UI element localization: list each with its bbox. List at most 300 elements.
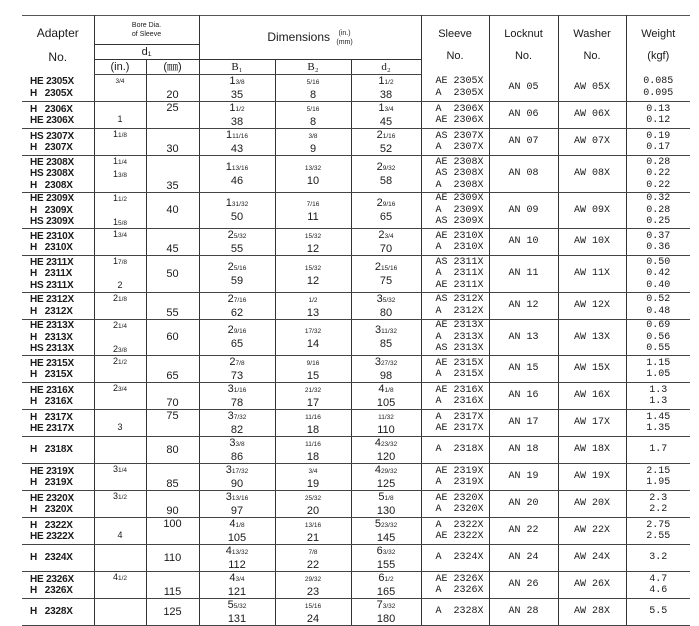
d1-in-cell: [94, 356, 146, 383]
b1-in: 25/32: [227, 229, 247, 241]
adapter-no: H 2326X: [30, 585, 73, 596]
weight-cell: [626, 491, 690, 518]
adapter-no: H 2315X: [30, 369, 73, 380]
b1-mm: 112: [228, 559, 246, 571]
locknut-no-cell: [489, 102, 558, 129]
b1-mm: 46: [230, 174, 244, 187]
b2-mm: 13: [306, 306, 320, 319]
sleeve-no: AE 2305X: [435, 76, 484, 88]
sleeve-no: A 2324X: [435, 552, 484, 564]
d2-in: 63/32: [376, 545, 396, 557]
b2-mm: 18: [306, 451, 320, 463]
weight-value: 0.69: [646, 320, 671, 331]
weight-value: 1.7: [649, 444, 668, 456]
d2-cell: [351, 383, 421, 410]
locknut-no: AN 07: [508, 136, 539, 148]
d1-in-cell: [94, 464, 146, 491]
table-row: [22, 491, 690, 518]
sleeve-no-cell: [421, 75, 489, 102]
d1-mm: 85: [166, 478, 179, 490]
d2-cell: [351, 102, 421, 129]
washer-no-cell: [558, 192, 626, 229]
d2-in: 29/16: [376, 197, 396, 210]
adapter-no: H 2328X: [30, 606, 73, 618]
b2-cell: [275, 491, 351, 518]
b1-cell: [199, 572, 275, 599]
d1-in: [95, 205, 146, 217]
header-weight: [626, 16, 690, 75]
d1-in: 31/4: [112, 464, 128, 474]
b2-mm: 21: [306, 532, 320, 544]
d1-in: [95, 410, 146, 422]
b2-in: 11/16: [305, 441, 321, 448]
d1-mm-cell: [146, 192, 199, 229]
b2-cell: [275, 319, 351, 356]
sleeve-no-cell: [421, 129, 489, 156]
washer-no-cell: [558, 256, 626, 293]
d2-mm: 165: [376, 586, 396, 598]
b1-mm: 97: [230, 505, 244, 517]
b1-in: 27/16: [227, 292, 247, 305]
adapter-no: HE 2319X: [30, 465, 74, 477]
d1-mm-cell: [146, 410, 199, 437]
table-row: [22, 292, 690, 319]
d1-in: 3: [117, 421, 123, 432]
adapter-no: HS 2313X: [30, 343, 74, 354]
d1-mm: 70: [166, 397, 179, 409]
d2-cell: [351, 229, 421, 256]
b1-cell: [199, 518, 275, 545]
b1-mm: 105: [227, 532, 247, 544]
sleeve-no-cell: [421, 102, 489, 129]
b2-in: 7/16: [306, 201, 320, 209]
d1-mm: 100: [163, 518, 182, 530]
locknut-no: AN 26: [508, 579, 539, 591]
d2-mm: 85: [379, 338, 393, 351]
header-row-1: [22, 16, 690, 45]
sleeve-no: AE 2320X: [435, 492, 484, 504]
locknut-no: AN 20: [508, 498, 539, 510]
b2-cell: [275, 156, 351, 193]
sleeve-no: AE 2319X: [435, 465, 484, 477]
header-bore-line1: Bore Dia.: [131, 22, 162, 29]
d2-in: 35/32: [376, 292, 396, 305]
b1-cell: [199, 192, 275, 229]
d2-in: 327/32: [374, 356, 398, 368]
b1-cell: [199, 410, 275, 437]
d1-in: [95, 504, 146, 516]
washer-no-cell: [558, 572, 626, 599]
d1-in-cell: [94, 129, 146, 156]
weight-cell: [626, 572, 690, 599]
weight-cell: [626, 75, 690, 102]
b2-in: 11/16: [305, 414, 321, 421]
d1-in: [95, 332, 146, 344]
weight-value: 0.36: [646, 242, 671, 253]
d1-in: 17/8: [112, 256, 128, 266]
weight-value: 4.7: [649, 573, 668, 585]
locknut-no-cell: [489, 356, 558, 383]
d1-in: 13/4: [112, 229, 128, 239]
b2-mm: 22: [306, 559, 320, 571]
d2-mm: 180: [376, 613, 396, 625]
weight-value: 0.095: [643, 87, 674, 99]
d1-in: [95, 437, 146, 449]
d1-in-cell: [94, 75, 146, 102]
d1-in: 21/2: [112, 356, 128, 366]
b2-mm: 10: [306, 174, 320, 187]
b2-cell: [275, 572, 351, 599]
d1-in: [95, 88, 146, 100]
d2-mm: 145: [376, 532, 396, 544]
d1-in: 23/8: [112, 343, 128, 354]
b2-mm: 20: [306, 505, 320, 517]
d1-in: [95, 305, 146, 317]
d2-cell: [351, 75, 421, 102]
table-row: [22, 75, 690, 102]
sleeve-no-cell: [421, 192, 489, 229]
weight-value: 0.13: [646, 103, 671, 115]
d1-in: 21/8: [112, 292, 128, 303]
b2-mm: 19: [306, 478, 320, 490]
sleeve-no-cell: [421, 356, 489, 383]
header-dim-in: (in.): [338, 29, 351, 37]
weight-value: 2.15: [646, 465, 671, 477]
d1-mm: 25: [166, 102, 179, 114]
d2-in: 11/2: [378, 75, 394, 87]
d2-mm: 70: [379, 243, 393, 255]
d2-mm: 75: [379, 274, 393, 287]
b1-cell: [199, 319, 275, 356]
sleeve-no-cell: [421, 572, 489, 599]
weight-value: 1.35: [646, 423, 671, 434]
adapter-no-cell: [22, 256, 94, 293]
b1-in: 113/16: [225, 160, 249, 173]
b2-mm: 9: [309, 143, 317, 155]
sleeve-no: A 2309X: [435, 204, 484, 216]
weight-cell: [626, 192, 690, 229]
d2-cell: [351, 437, 421, 464]
adapter-no: HE 2313X: [30, 320, 74, 331]
b2-mm: 24: [306, 613, 320, 625]
d1-in: 11/2: [112, 192, 128, 203]
b1-in: 11/2: [229, 102, 245, 114]
b2-in: 9/16: [306, 360, 320, 367]
sleeve-no: AE 2316X: [435, 384, 484, 396]
adapter-no: H 2322X: [30, 519, 73, 531]
b2-mm: 15: [306, 370, 320, 382]
b2-cell: [275, 292, 351, 319]
washer-no-cell: [558, 129, 626, 156]
table-row: [22, 129, 690, 156]
d1-in: [95, 396, 146, 408]
washer-no-cell: [558, 319, 626, 356]
sleeve-no: A 2328X: [435, 606, 484, 618]
sleeve-no: AE 2317X: [435, 423, 484, 434]
b1-cell: [199, 599, 275, 626]
header-dimensions-label: Dimensions: [267, 29, 331, 44]
weight-cell: [626, 102, 690, 129]
adapter-no: H 2307X: [30, 142, 73, 153]
table-row: [22, 437, 690, 464]
weight-value: 2.3: [649, 492, 668, 504]
d1-in: [95, 599, 146, 611]
weight-value: 0.19: [646, 130, 671, 142]
table-row: [22, 192, 690, 229]
d1-mm: 30: [166, 143, 179, 155]
adapter-no: HS 2308X: [30, 168, 74, 179]
d1-mm-cell: [146, 75, 199, 102]
adapter-no: HE 2309X: [30, 193, 74, 204]
d2-mm: 110: [377, 424, 395, 436]
d2-in: 523/32: [374, 518, 398, 530]
header-b1: B₁: [199, 60, 275, 75]
header-locknut-no: No.: [514, 50, 533, 63]
adapter-no: H 2310X: [30, 242, 73, 253]
b2-cell: [275, 192, 351, 229]
adapter-spec-table: [22, 15, 690, 626]
header-bore-line2: of Sleeve: [131, 31, 162, 38]
weight-value: 0.50: [646, 256, 671, 268]
b1-mm: 35: [230, 89, 244, 101]
sleeve-no: AE 2308X: [435, 156, 484, 168]
d1-mm-cell: [146, 437, 199, 464]
b2-mm: 17: [306, 397, 320, 409]
washer-no: AW 11X: [574, 268, 611, 279]
locknut-no-cell: [489, 572, 558, 599]
d2-mm: 155: [376, 559, 396, 571]
adapter-no: HE 2305X: [30, 76, 74, 88]
adapter-no-cell: [22, 292, 94, 319]
sleeve-no-cell: [421, 599, 489, 626]
b2-mm: 12: [306, 243, 320, 255]
d2-cell: [351, 356, 421, 383]
d1-mm: 90: [166, 505, 179, 517]
b2-cell: [275, 256, 351, 293]
sleeve-no: A 2311X: [435, 268, 484, 279]
sleeve-no: A 2305X: [435, 87, 484, 99]
d2-cell: [351, 129, 421, 156]
b1-in: 37/32: [227, 410, 247, 422]
locknut-no-cell: [489, 129, 558, 156]
weight-cell: [626, 229, 690, 256]
d2-in: 51/8: [378, 491, 394, 503]
washer-no: AW 26X: [574, 579, 611, 591]
b1-in: 131/32: [225, 197, 249, 210]
b2-cell: [275, 545, 351, 572]
d1-mm: 50: [166, 267, 179, 280]
sleeve-no: AE 2306X: [435, 115, 484, 126]
adapter-no-cell: [22, 491, 94, 518]
washer-no: AW 09X: [574, 204, 611, 216]
locknut-no: AN 17: [508, 417, 539, 429]
b1-mm: 131: [227, 613, 247, 625]
table-row: [22, 545, 690, 572]
weight-value: 0.56: [646, 331, 671, 343]
b1-cell: [199, 464, 275, 491]
weight-value: 0.22: [646, 179, 671, 191]
sleeve-no-cell: [421, 292, 489, 319]
d1-mm: 65: [166, 370, 179, 382]
d2-mm: 45: [379, 116, 393, 128]
adapter-no: HS 2307X: [30, 130, 74, 142]
b2-cell: [275, 383, 351, 410]
d1-in-cell: [94, 572, 146, 599]
header-locknut: [489, 16, 558, 75]
sleeve-no: A 2317X: [435, 411, 484, 423]
d2-cell: [351, 491, 421, 518]
adapter-no: HE 2316X: [30, 384, 74, 396]
d1-in-cell: [94, 410, 146, 437]
header-d1-mm: (㎜): [146, 60, 199, 75]
d1-in-cell: [94, 256, 146, 293]
adapter-no-cell: [22, 319, 94, 356]
b1-cell: [199, 437, 275, 464]
d1-mm-cell: [146, 383, 199, 410]
header-dimensions: [199, 16, 421, 60]
d1-mm: 75: [166, 410, 179, 422]
d1-in: 4: [117, 529, 123, 540]
locknut-no-cell: [489, 410, 558, 437]
locknut-no: AN 11: [508, 268, 539, 279]
washer-no: AW 24X: [574, 552, 611, 564]
d2-in: 423/32: [374, 437, 398, 449]
b1-in: 33/8: [229, 437, 245, 449]
b2-in: 15/32: [304, 233, 322, 240]
header-dim-mm: (mm): [336, 38, 353, 46]
b1-in: 41/8: [229, 518, 245, 530]
locknut-no: AN 13: [508, 331, 539, 343]
b2-mm: 11: [307, 211, 319, 224]
weight-value: 0.52: [646, 294, 671, 305]
weight-cell: [626, 545, 690, 572]
d1-in-cell: [94, 599, 146, 626]
d1-in-cell: [94, 102, 146, 129]
header-bore-dia: [94, 16, 199, 45]
d1-in-cell: [94, 292, 146, 319]
weight-value: 1.3: [649, 384, 668, 396]
washer-no: AW 15X: [574, 363, 611, 375]
d2-cell: [351, 545, 421, 572]
b2-cell: [275, 75, 351, 102]
weight-cell: [626, 599, 690, 626]
sleeve-no: A 2315X: [435, 369, 484, 380]
d1-mm-cell: [146, 491, 199, 518]
d1-in: 11/8: [112, 129, 128, 139]
adapter-no-cell: [22, 572, 94, 599]
washer-no: AW 06X: [574, 109, 611, 121]
d1-in: 2: [117, 280, 123, 290]
d1-mm: 20: [166, 89, 179, 101]
weight-cell: [626, 410, 690, 437]
adapter-no: H 2306X: [30, 103, 73, 115]
sleeve-no: AE 2315X: [435, 357, 484, 369]
d1-mm-cell: [146, 356, 199, 383]
washer-no-cell: [558, 464, 626, 491]
sleeve-no: AE 2313X: [435, 320, 484, 331]
header-sleeve-label: Sleeve: [438, 28, 472, 41]
weight-value: 1.15: [646, 357, 671, 369]
d2-cell: [351, 599, 421, 626]
washer-no-cell: [558, 437, 626, 464]
b1-in: 13/8: [229, 75, 245, 87]
washer-no-cell: [558, 599, 626, 626]
b1-mm: 73: [230, 370, 244, 382]
d2-mm: 125: [376, 478, 396, 490]
adapter-no: HS 2309X: [30, 216, 74, 227]
sleeve-no-cell: [421, 464, 489, 491]
weight-value: 0.17: [646, 142, 671, 153]
adapter-no: H 2308X: [30, 179, 73, 191]
b1-cell: [199, 256, 275, 293]
d1-in-cell: [94, 383, 146, 410]
locknut-no-cell: [489, 319, 558, 356]
b1-in: 31/16: [227, 383, 247, 395]
d1-in: 21/4: [112, 319, 128, 330]
d1-mm-cell: [146, 599, 199, 626]
b2-in: 25/32: [304, 495, 322, 502]
d1-mm-cell: [146, 319, 199, 356]
header-d1: d₁: [94, 45, 199, 60]
sleeve-no: A 2306X: [435, 103, 484, 115]
b2-cell: [275, 464, 351, 491]
table-row: [22, 102, 690, 129]
adapter-no: HE 2315X: [30, 357, 74, 369]
table-row: [22, 518, 690, 545]
d1-mm: 60: [166, 331, 179, 344]
locknut-no-cell: [489, 491, 558, 518]
table-row: [22, 599, 690, 626]
header-b2: B₂: [275, 60, 351, 75]
washer-no-cell: [558, 383, 626, 410]
d1-in: [95, 181, 146, 193]
weight-value: 1.05: [646, 369, 671, 380]
weight-value: 2.2: [649, 504, 668, 515]
locknut-no-cell: [489, 156, 558, 193]
header-washer-no: No.: [583, 50, 601, 63]
locknut-no: AN 06: [508, 109, 539, 121]
d2-in: 73/32: [376, 599, 396, 611]
d2-cell: [351, 518, 421, 545]
table-row: [22, 319, 690, 356]
d1-in-cell: [94, 518, 146, 545]
sleeve-no: AE 2326X: [435, 573, 484, 585]
washer-no: AW 07X: [574, 136, 611, 148]
d1-mm-cell: [146, 129, 199, 156]
b1-mm: 90: [230, 478, 244, 490]
weight-value: 1.3: [649, 396, 668, 407]
washer-no: AW 22X: [574, 525, 611, 537]
d1-in: 1: [117, 113, 123, 124]
d2-mm: 80: [379, 306, 393, 319]
table-row: [22, 410, 690, 437]
d2-in: 11/32: [378, 414, 394, 421]
adapter-no: HE 2312X: [30, 294, 74, 305]
d2-in: 41/8: [378, 383, 394, 395]
locknut-no: AN 16: [508, 390, 539, 402]
locknut-no-cell: [489, 256, 558, 293]
locknut-no: AN 09: [508, 204, 539, 216]
sleeve-no: A 2322X: [435, 519, 484, 531]
d1-in: [95, 477, 146, 489]
weight-value: 0.28: [646, 156, 671, 168]
sleeve-no: AE 2322X: [435, 531, 484, 542]
locknut-no-cell: [489, 464, 558, 491]
washer-no-cell: [558, 75, 626, 102]
d1-mm-cell: [146, 545, 199, 572]
adapter-no: HE 2308X: [30, 156, 74, 168]
d1-in: [95, 518, 146, 530]
